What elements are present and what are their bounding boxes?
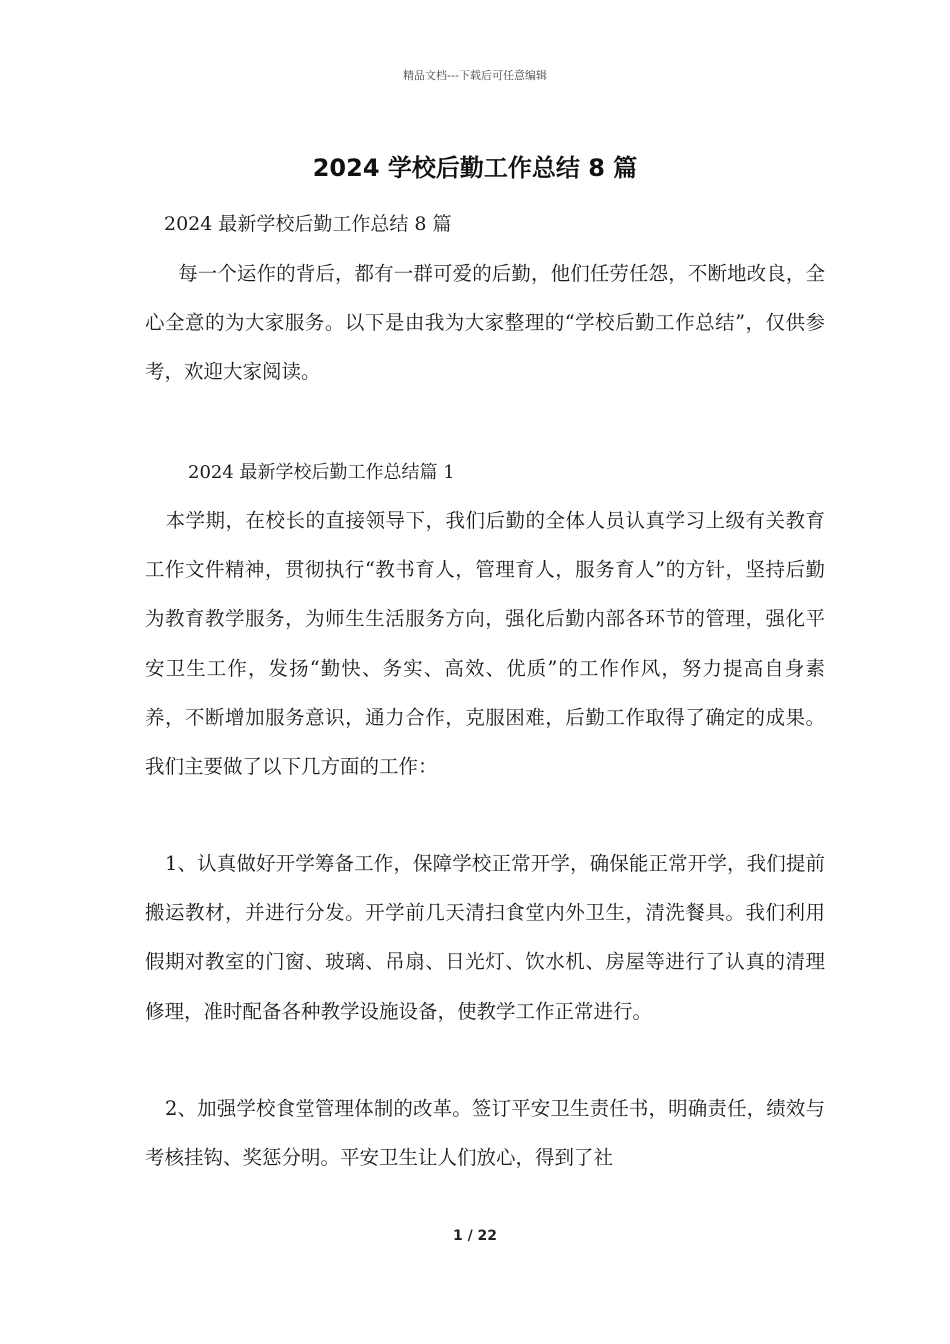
header-note: 精品文档---下载后可任意编辑 xyxy=(403,69,547,82)
intro-text: 每一个运作的背后，都有一群可爱的后勤，他们任劳任怨，不断地改良，全心全意的为大家服务。以下是由我为大家整理的“学校后勤工作总结”，仅供参考，欢迎大家阅读。 xyxy=(145,262,825,384)
paragraph-text: 本学期，在校长的直接领导下，我们后勤的全体人员认真学习上级有关教育工作文件精神，贯彻执行“教书育人，管理育人，服务育人”的方针，坚持后勤为教育教学服务，为师生生活服务方向，强化后勤内部各环节的管理，强化平安卫生工作，发扬“勤快、务实、高效、优质”的工作作风，努力提高自身素养，不断增加服务意识，通力合作，克服困难，后勤工作取得了确定的成果。 我们主要做了以下几方面的工作： xyxy=(145,509,825,779)
section-heading: 2024 最新学校后勤工作总结篇 1 xyxy=(188,462,455,483)
page-indicator: 1 / 22 xyxy=(452,1228,498,1244)
body-paragraph-3 xyxy=(145,1084,825,1182)
intro-paragraph xyxy=(145,249,825,397)
document-title: 2024 学校后勤工作总结 8 篇 xyxy=(312,154,638,182)
body-paragraph-2 xyxy=(145,839,825,1036)
body-paragraph-1 xyxy=(145,496,825,791)
paragraph-text: 2、加强学校食堂管理体制的改革。签订平安卫生责任书，明确责任，绩效与考核挂钩、奖惩分明。平安卫生让人们放心，得到了社 xyxy=(145,1097,825,1170)
paragraph-text: 1、认真做好开学筹备工作，保障学校正常开学，确保能正常开学，我们提前搬运教材，并进行分发。开学前几天清扫食堂内外卫生，清洗餐具。我们利用假期对教室的门窗、玻璃、吊扇、日光灯、饮水机、房屋等进行了认真的清理修理，准时配备各种教学设施设备，使教学工作正常进行。 xyxy=(145,852,825,1023)
document-subtitle: 2024 最新学校后勤工作总结 8 篇 xyxy=(164,213,452,235)
